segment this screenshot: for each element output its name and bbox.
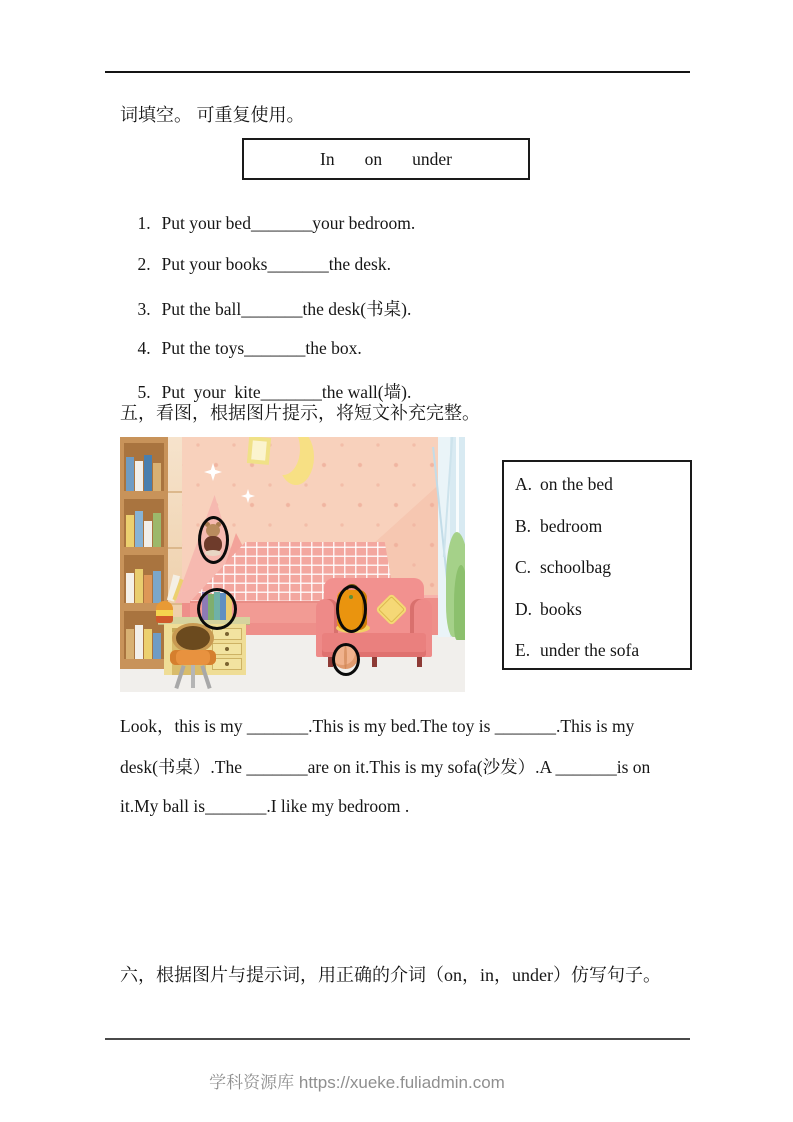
annotation-circle-books <box>197 588 237 630</box>
bedroom-illustration <box>120 437 465 692</box>
bookshelf-shelf <box>124 499 164 547</box>
section-six-heading: 六，根据图片与提示词，用正确的介词（on，in，under）仿写句子。 <box>120 965 661 985</box>
picture-frame <box>247 437 271 465</box>
question-text: Put your kite_______the wall(墙). <box>161 382 412 402</box>
question-text: Put your books_______the desk. <box>161 254 391 274</box>
options-box <box>502 460 692 670</box>
plant-leaf <box>454 565 465 640</box>
chair-backrest <box>176 626 210 650</box>
shelf-line <box>168 491 182 493</box>
annotation-circle-ball <box>332 643 360 676</box>
drawer-knob <box>225 632 229 636</box>
bookshelf-shelf <box>124 443 164 491</box>
option-label: A. <box>515 474 533 494</box>
passage-line-2: desk(书桌）.The _______are on it.This is my sofa(沙发）.A _______is on <box>120 757 651 777</box>
option-label: C. <box>515 557 532 577</box>
top-divider <box>105 71 690 73</box>
question-text: Put the toys_______the box. <box>161 338 362 358</box>
question-number: 1. <box>137 213 151 233</box>
question-number: 3. <box>137 299 151 319</box>
bookshelf-shelf <box>124 555 164 603</box>
section-five-heading: 五，看图，根据图片提示，将短文补充完整。 <box>120 403 480 423</box>
question-number: 4. <box>137 338 151 358</box>
option-label: B. <box>515 516 532 536</box>
question-number: 2. <box>137 254 151 274</box>
question-text: Put your bed_______your bedroom. <box>161 213 416 233</box>
annotation-circle-teddy-bear <box>198 516 229 564</box>
option-text: books <box>540 599 582 619</box>
sofa-leg <box>417 657 422 667</box>
passage-line-1: Look，this is my _______.This is my bed.The toy is _______.This is my <box>120 716 635 736</box>
question-number: 5. <box>137 382 151 402</box>
word-bank-word-under: under <box>412 148 452 169</box>
option-b <box>515 516 602 537</box>
option-text: on the bed <box>540 474 613 494</box>
option-label: E. <box>515 640 531 660</box>
option-text: under the sofa <box>540 640 640 660</box>
option-text: schoolbag <box>540 557 611 577</box>
annotation-circle-schoolbag <box>336 585 367 633</box>
drawer-knob <box>225 647 229 651</box>
option-a <box>515 474 613 495</box>
option-c <box>515 557 611 578</box>
chair-leg <box>191 665 195 688</box>
toy-bottom <box>156 616 173 623</box>
footer-watermark: 学科资源库 https://xueke.fuliadmin.com <box>209 1073 505 1092</box>
crescent-moon-icon <box>278 437 314 487</box>
exercise-intro: 词填空。 可重复使用。 <box>120 105 305 125</box>
option-d <box>515 599 582 620</box>
shelf-line <box>168 547 182 549</box>
option-text: bedroom <box>540 516 603 536</box>
word-bank-word-in: In <box>320 148 335 169</box>
passage-line-3: it.My ball is_______.I like my bedroom . <box>120 796 410 816</box>
option-label: D. <box>515 599 533 619</box>
drawer-knob <box>225 662 229 666</box>
toy-icon <box>156 601 173 610</box>
chair-seat <box>170 650 216 665</box>
sofa-leg <box>372 657 377 667</box>
option-e <box>515 640 639 661</box>
bottom-divider <box>105 1038 690 1040</box>
question-text: Put the ball_______the desk(书桌). <box>161 299 412 319</box>
word-bank-box <box>242 138 530 180</box>
word-bank-word-on: on <box>364 148 383 169</box>
